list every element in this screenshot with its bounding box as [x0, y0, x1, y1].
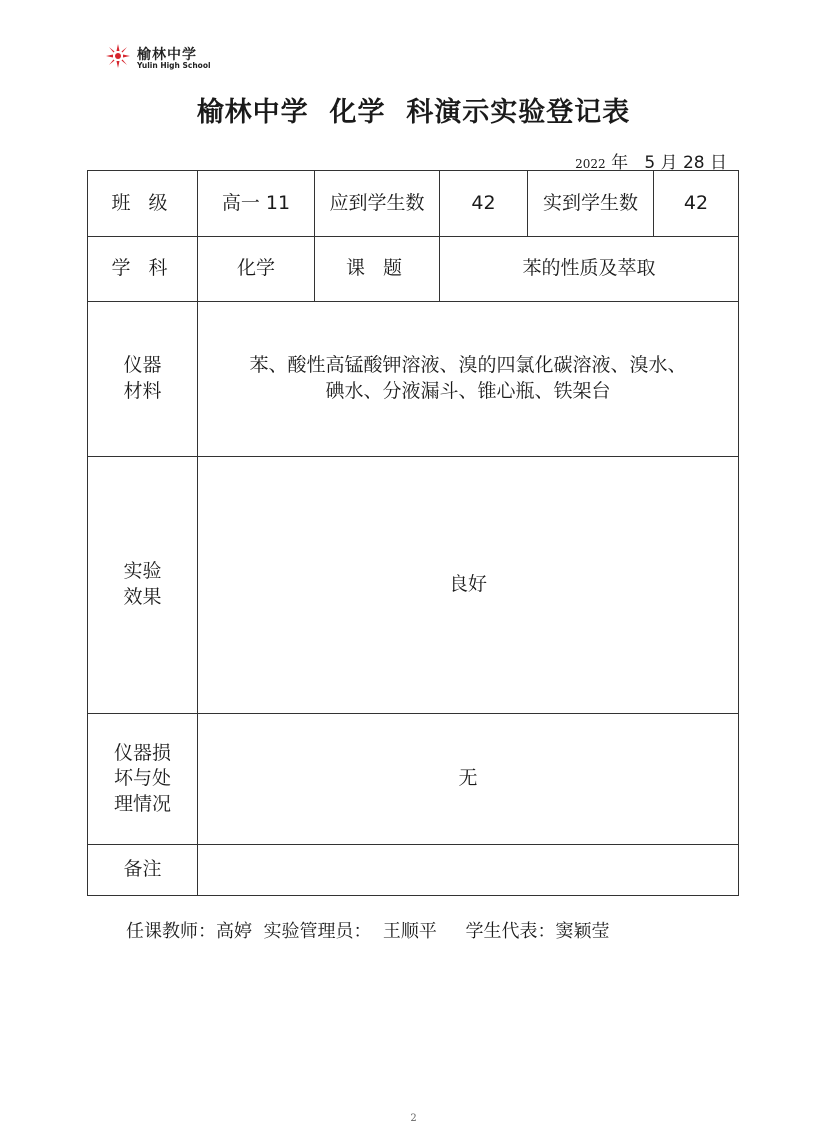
date-day: 28: [682, 153, 705, 173]
expected-students-label: 应到学生数: [315, 171, 440, 237]
school-emblem-icon: [104, 42, 132, 70]
date-month: 5: [644, 153, 656, 173]
actual-students-value: 42: [654, 171, 739, 237]
signatures-line: [126, 917, 610, 943]
table-row: [88, 714, 739, 845]
table-row: [88, 457, 739, 714]
class-value: 高一 11: [198, 171, 315, 237]
damage-label: 仪器损 坏与处 理情况: [88, 714, 198, 845]
school-logo: [104, 42, 224, 74]
actual-students-label: 实到学生数: [528, 171, 654, 237]
experiment-record-table: [87, 170, 739, 896]
logo-text-en: Yulin High School: [137, 61, 211, 70]
topic-label: 课 题: [315, 237, 440, 302]
equipment-value: 苯、酸性高锰酸钾溶液、溴的四氯化碳溶液、溴水、 碘水、分液漏斗、锥心瓶、铁架台: [198, 302, 739, 457]
date-day-suffix: 日: [710, 153, 727, 173]
date-month-suffix: 月: [660, 153, 678, 173]
student-label: 学生代表：: [465, 921, 556, 942]
topic-value: 苯的性质及萃取: [440, 237, 739, 302]
student-name: 窦颖莹: [555, 921, 610, 942]
page-number: 2: [410, 1113, 417, 1124]
date-year: 2022: [575, 157, 606, 171]
table-row: [88, 237, 739, 302]
expected-students-value: 42: [440, 171, 528, 237]
date-year-suffix: 年: [611, 153, 629, 173]
subject-label: 学 科: [88, 237, 198, 302]
subject-value: 化学: [198, 237, 315, 302]
page-title: 榆林中学 化学 科演示实验登记表: [196, 97, 631, 128]
equipment-label: 仪器 材料: [88, 302, 198, 457]
table-row: [88, 171, 739, 237]
manager-name: 王顺平: [382, 921, 437, 942]
table-row: [88, 845, 739, 896]
class-label: 班 级: [88, 171, 198, 237]
logo-text-cn: 榆林中学: [137, 47, 197, 63]
effect-label: 实验 效果: [88, 457, 198, 714]
damage-value: 无: [198, 714, 739, 845]
teacher-name: 高婷: [216, 921, 252, 942]
table-row: [88, 302, 739, 457]
teacher-label: 任课教师：: [126, 921, 216, 942]
effect-value: 良好: [198, 457, 739, 714]
remarks-label: 备注: [88, 845, 198, 896]
remarks-value: [198, 845, 739, 896]
manager-label: 实验管理员：: [263, 921, 372, 942]
